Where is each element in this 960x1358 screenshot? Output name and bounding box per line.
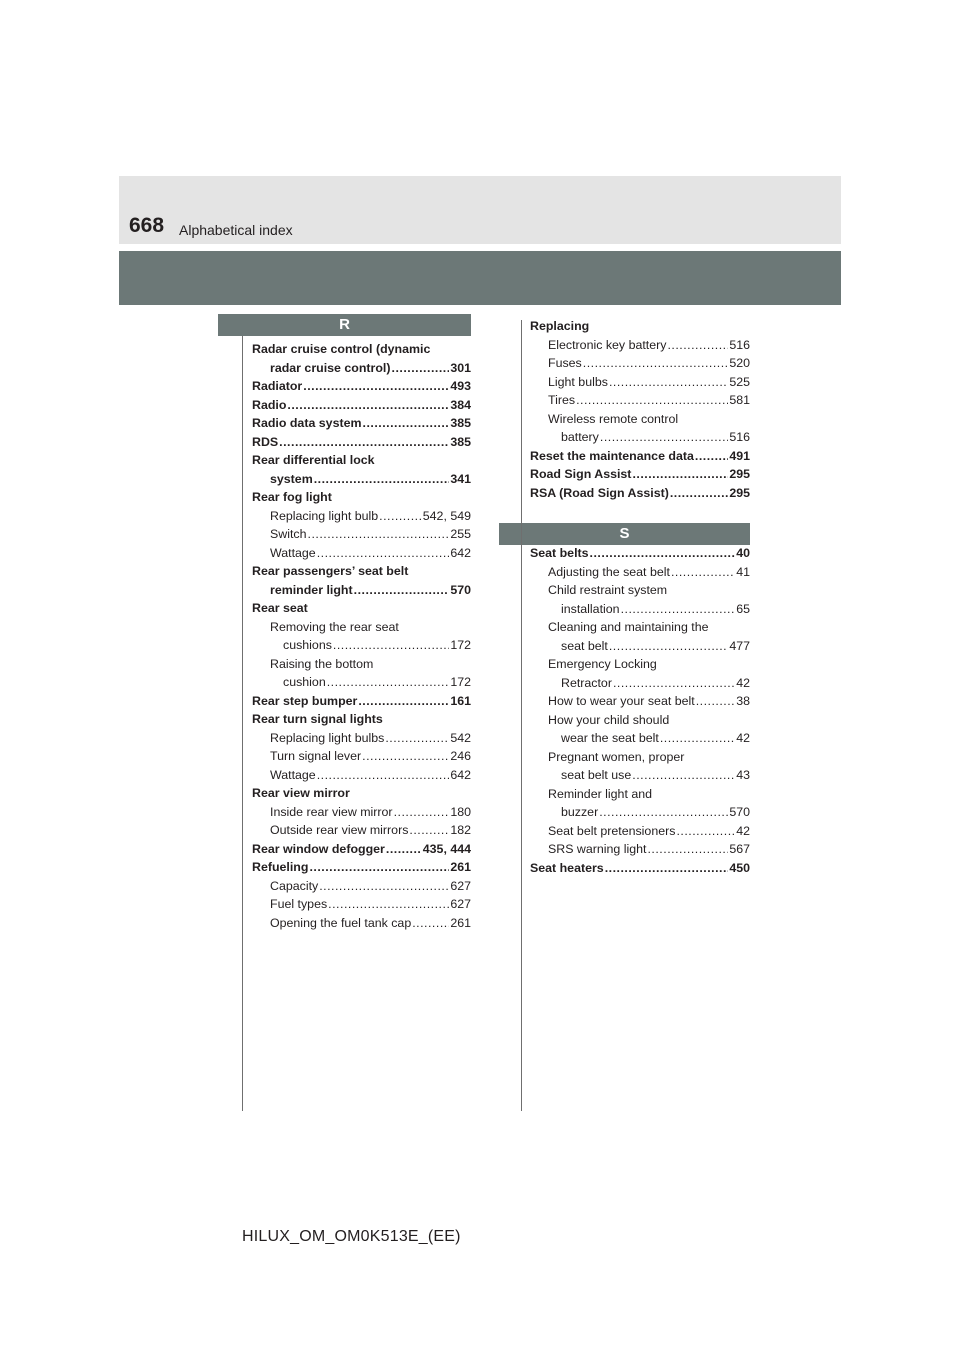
index-subentry: Reminder light and buzzer ..... 570 xyxy=(530,785,750,822)
index-subentry: Adjusting the seat belt ..... 41 xyxy=(530,563,750,582)
index-subentry: Opening the fuel tank cap ..... 261 xyxy=(252,914,471,933)
page-ref[interactable]: 341 xyxy=(450,471,471,486)
page-ref[interactable]: 385 xyxy=(450,434,471,449)
index-subentry: Wattage ..... 642 xyxy=(252,766,471,785)
index-subentry: Pregnant women, proper seat belt use ..... 43 xyxy=(530,748,750,785)
page-ref[interactable]: 255 xyxy=(450,527,471,541)
index-entry-text: Replacing xyxy=(530,319,590,333)
index-entry-text: radar cruise control) xyxy=(270,360,391,375)
index-entry-text: Road Sign Assist xyxy=(530,467,632,481)
index-column-right-r xyxy=(530,317,750,502)
index-entry xyxy=(252,340,471,377)
page-ref[interactable]: 567 xyxy=(729,842,750,856)
page-ref[interactable]: 42 xyxy=(736,675,750,690)
index-entry-text: Radiator xyxy=(252,379,303,393)
page-ref[interactable]: 581 xyxy=(729,393,750,407)
index-subentry: Light bulbs ..... 525 xyxy=(530,373,750,392)
index-entry xyxy=(530,447,750,466)
page-ref[interactable]: 570 xyxy=(450,582,471,597)
index-column-right-s xyxy=(530,544,750,877)
page-ref[interactable]: 40 xyxy=(736,546,750,560)
index-subentry: Turn signal lever ..... 246 xyxy=(252,747,471,766)
index-subentry: Seat belt pretensioners ..... 42 xyxy=(530,822,750,841)
index-subentry: Cleaning and maintaining the seat belt ..... 477 xyxy=(530,618,750,655)
index-entry xyxy=(530,859,750,878)
index-entry-text: Rear passengers’ seat belt xyxy=(252,564,409,578)
index-entry-text: Reset the maintenance data xyxy=(530,448,694,463)
index-entry xyxy=(252,692,471,711)
page-ref[interactable]: 384 xyxy=(450,397,471,412)
index-entry xyxy=(530,484,750,503)
index-entry xyxy=(252,377,471,396)
index-entry xyxy=(252,858,471,932)
page-ref[interactable]: 542 xyxy=(450,730,471,745)
page-number: 668 xyxy=(129,214,165,237)
page-ref[interactable]: 295 xyxy=(729,485,750,500)
index-subentry: Wireless remote control battery ..... 516 xyxy=(530,410,750,447)
index-subentry: Emergency Locking Retractor ..... 42 xyxy=(530,655,750,692)
page-ref[interactable]: 385 xyxy=(450,416,471,430)
page-ref[interactable]: 295 xyxy=(729,467,750,481)
page-ref[interactable]: 542, 549 xyxy=(422,508,471,523)
index-subentry: Wattage ..... 642 xyxy=(252,544,471,563)
index-entry-text: system xyxy=(270,471,313,486)
index-entry-text: Rear seat xyxy=(252,601,308,615)
index-entry-text: Rear view mirror xyxy=(252,786,350,800)
index-entry-text: Radio xyxy=(252,397,287,412)
index-entry xyxy=(252,710,471,784)
page-ref[interactable]: 161 xyxy=(450,693,471,708)
page-ref[interactable]: 301 xyxy=(450,360,471,375)
index-entry-text: Refueling xyxy=(252,860,309,874)
index-subentry: Inside rear view mirror ..... 180 xyxy=(252,803,471,822)
index-entry xyxy=(252,451,471,488)
page-ref[interactable]: 520 xyxy=(729,356,750,370)
index-subentry: Electronic key battery ..... 516 xyxy=(530,336,750,355)
index-entry xyxy=(252,414,471,433)
title-band xyxy=(119,251,841,305)
page-ref[interactable]: 477 xyxy=(729,638,750,653)
page-ref[interactable]: 182 xyxy=(450,823,471,837)
index-entry-text: Rear differential lock xyxy=(252,453,375,467)
index-entry-text: Seat heaters xyxy=(530,860,604,875)
page-ref[interactable]: 42 xyxy=(736,823,750,838)
column-divider-right xyxy=(521,320,522,1111)
index-entry xyxy=(252,396,471,415)
page-ref[interactable]: 516 xyxy=(729,430,750,444)
index-entry xyxy=(252,433,471,452)
page-ref[interactable]: 435, 444 xyxy=(422,841,471,856)
index-subentry: Replacing light bulbs ..... 542 xyxy=(252,729,471,748)
index-entry xyxy=(252,840,471,859)
index-entry xyxy=(252,488,471,562)
index-subentry: Raising the bottom cushion ..... 172 xyxy=(252,655,471,692)
index-entry-text: RDS xyxy=(252,434,279,449)
index-subentry: Fuel types ..... 627 xyxy=(252,895,471,914)
index-subentry: SRS warning light ..... 567 xyxy=(530,840,750,859)
page-ref[interactable]: 42 xyxy=(736,731,750,745)
index-entry xyxy=(252,784,471,840)
page-ref[interactable]: 261 xyxy=(450,860,471,874)
index-entry-text: Radio data system xyxy=(252,416,362,430)
index-entry-text: RSA (Road Sign Assist) xyxy=(530,485,669,500)
page-ref[interactable]: 43 xyxy=(736,768,750,782)
index-entry xyxy=(252,599,471,692)
page-ref[interactable]: 450 xyxy=(729,860,750,875)
page-ref[interactable]: 41 xyxy=(736,564,750,579)
page-ref[interactable]: 180 xyxy=(450,804,471,819)
index-entry xyxy=(530,465,750,484)
index-subentry: How your child should wear the seat belt ..... 42 xyxy=(530,711,750,748)
page-ref[interactable]: 627 xyxy=(450,878,471,893)
column-divider-left xyxy=(242,336,243,1111)
page-ref[interactable]: 65 xyxy=(736,601,750,616)
page-ref[interactable]: 491 xyxy=(729,448,750,463)
document-id-footer: HILUX_OM_OM0K513E_(EE) xyxy=(242,1228,461,1245)
page-ref[interactable]: 38 xyxy=(736,694,750,708)
index-column-left xyxy=(252,340,471,932)
index-entry-text: reminder light xyxy=(270,582,353,597)
index-subentry: Removing the rear seat cushions ..... 172 xyxy=(252,618,471,655)
page-ref[interactable]: 172 xyxy=(450,675,471,689)
page-ref[interactable]: 627 xyxy=(450,897,471,911)
index-subentry: How to wear your seat belt ..... 38 xyxy=(530,692,750,711)
index-entry-text: Rear step bumper xyxy=(252,693,358,708)
index-entry-text: Rear fog light xyxy=(252,490,332,504)
index-entry-text: Radar cruise control (dynamic xyxy=(252,342,431,356)
index-entry-text: Rear window defogger xyxy=(252,841,385,856)
index-entry xyxy=(252,562,471,599)
page-ref[interactable]: 525 xyxy=(729,374,750,389)
index-entry xyxy=(530,317,750,447)
section-title: Alphabetical index xyxy=(179,222,293,238)
page-ref[interactable]: 516 xyxy=(729,337,750,352)
page-ref[interactable]: 261 xyxy=(450,915,471,930)
page-ref[interactable]: 642 xyxy=(450,545,471,560)
page-ref[interactable]: 246 xyxy=(450,749,471,763)
page-ref[interactable]: 493 xyxy=(450,379,471,393)
index-entry-text: Seat belts xyxy=(530,546,589,560)
index-subentry: Switch ..... 255 xyxy=(252,525,471,544)
page-ref[interactable]: 172 xyxy=(450,638,471,652)
index-subentry: Outside rear view mirrors ..... 182 xyxy=(252,821,471,840)
index-entry xyxy=(530,544,750,859)
page-ref[interactable]: 642 xyxy=(450,767,471,782)
index-subentry: Tires ..... 581 xyxy=(530,391,750,410)
page-ref[interactable]: 570 xyxy=(729,805,750,819)
index-subentry: Child restraint system installation ..... 65 xyxy=(530,581,750,618)
index-subentry: Fuses ..... 520 xyxy=(530,354,750,373)
index-entry-text: Rear turn signal lights xyxy=(252,712,383,726)
section-letter-r: R xyxy=(218,314,471,336)
index-subentry: Replacing light bulb ..... 542, 549 xyxy=(252,507,471,526)
section-letter-s: S xyxy=(499,523,750,545)
index-subentry: Capacity ..... 627 xyxy=(252,877,471,896)
